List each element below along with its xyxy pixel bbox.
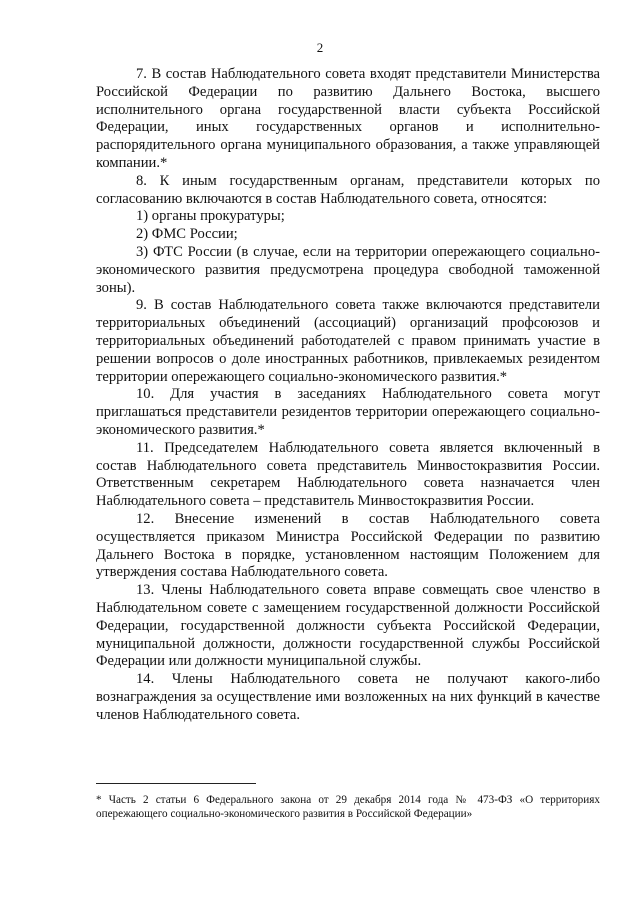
document-body bbox=[96, 66, 600, 724]
list-item-fms: 2) ФМС России; bbox=[136, 226, 238, 243]
paragraph-8: 8. К иным государственным органам, представители которых по согласованию включаются в состав Наблюдательного совета, относятся: bbox=[96, 172, 600, 207]
paragraph-10: 10. Для участия в заседаниях Наблюдательного совета могут приглашаться представители резидентов территории опережающего социально-экономического развития.* bbox=[96, 386, 600, 438]
paragraph-13: 13. Члены Наблюдательного совета вправе совмещать свое членство в Наблюдательном совете с замещением государственной должности Российской Федерации, государственной должности субъекта Российской Федерации, муниципальной должности, должности государственной службы Российской Федерации или должности муниципальной службы. bbox=[96, 582, 600, 670]
list-item-prosecution: 1) органы прокуратуры; bbox=[136, 208, 285, 225]
paragraph-12: 12. Внесение изменений в состав Наблюдательного совета осуществляется приказом Министра Российской Федерации по развитию Дальнего Востока в порядке, установленном настоящим Положением для утверждения состава Наблюдательного совета. bbox=[96, 510, 600, 581]
list-item-fts: 3) ФТС России (в случае, если на территории опережающего социально-экономического развития предусмотрена процедура свободной таможенной зоны). bbox=[96, 243, 600, 296]
paragraph-14: 14. Члены Наблюдательного совета не получают какого-либо вознаграждения за осуществление ими возложенных на них функций в качестве членов Наблюдательного совета. bbox=[96, 671, 600, 723]
paragraph-9: 9. В состав Наблюдательного совета также включаются представители территориальных объединений (ассоциаций) организаций профсоюзов и территориальных объединений работодателей с правом принимать участие в решении вопросов о доле иностранных работников, привлекаемых резидентом территории опережающего социально-экономического развития.* bbox=[96, 297, 600, 385]
footnote-divider bbox=[96, 783, 256, 784]
page-number: 2 bbox=[316, 40, 324, 55]
paragraph-11: 11. Председателем Наблюдательного совета является включенный в состав Наблюдательного совета представитель Минвостокразвития России. Ответственным секретарем Наблюдательного совета назначается член Наблюдательного совета – представитель Минвостокразвития России. bbox=[96, 439, 600, 510]
footnote: * Часть 2 статьи 6 Федерального закона от 29 декабря 2014 года № 473-ФЗ «О территориях опережающего социально-экономического развития в Российской Федерации» bbox=[96, 794, 600, 820]
paragraph-7: 7. В состав Наблюдательного совета входят представители Министерства Российской Федерации по развитию Дальнего Востока, высшего исполнительного органа государственной власти субъекта Российской Федерации, иных государственных органов и исполнительно-распорядительного органа муниципального образования, а также управляющей компании.* bbox=[96, 66, 600, 171]
